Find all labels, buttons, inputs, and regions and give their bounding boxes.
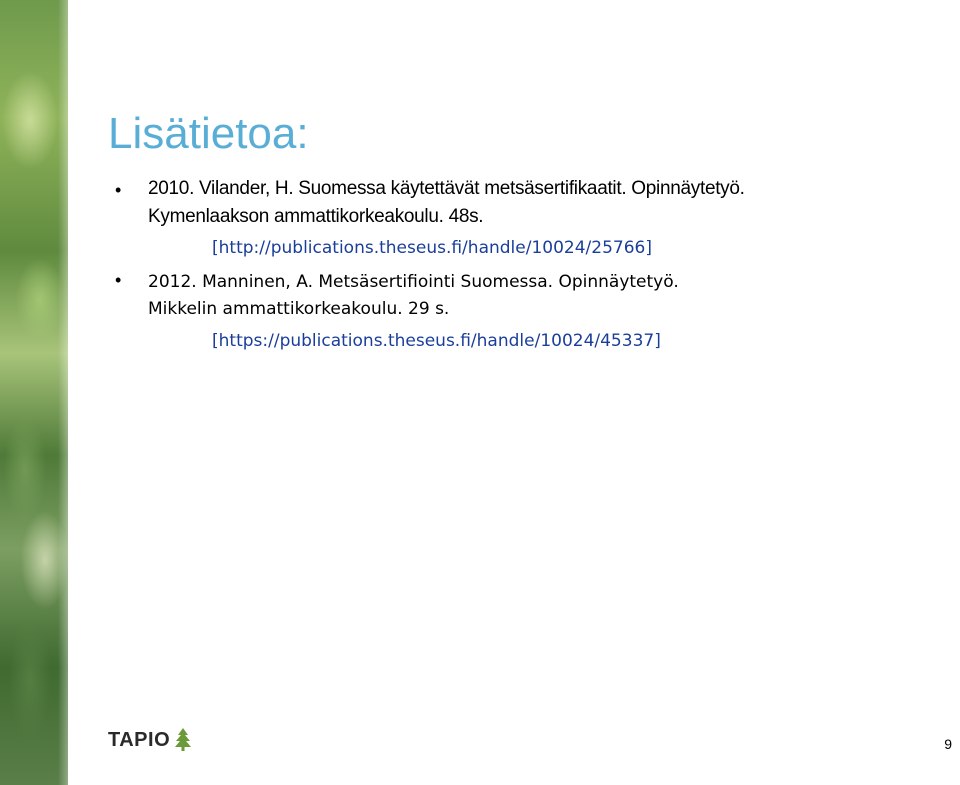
reference-2-line-1: 2012. Manninen, A. Metsäsertifiointi Suomessa. Opinnäytetyö. [148, 272, 679, 292]
reference-1-link[interactable]: [http://publications.theseus.fi/handle/10024/25766] [212, 238, 652, 258]
reference-1-line-2: Kymenlaakson ammattikorkeakoulu. 48s. [148, 206, 484, 227]
bullet-marker: • [115, 270, 122, 290]
tapio-logo [108, 728, 192, 752]
reference-1-line-1: 2010. Vilander, H. Suomessa käytettävät metsäsertifikaatit. Opinnäytetyö. [148, 178, 745, 199]
logo-text: TAPIO [108, 728, 171, 751]
bullet-marker: • [115, 180, 122, 200]
slide-title: Lisätietoa: [108, 109, 309, 158]
page-number: 9 [944, 736, 952, 752]
reference-2-line-2: Mikkelin ammattikorkeakoulu. 29 s. [148, 299, 450, 319]
decorative-forest-strip [0, 0, 68, 785]
tree-icon [174, 728, 192, 752]
reference-2-link[interactable]: [https://publications.theseus.fi/handle/10024/45337] [212, 331, 661, 351]
